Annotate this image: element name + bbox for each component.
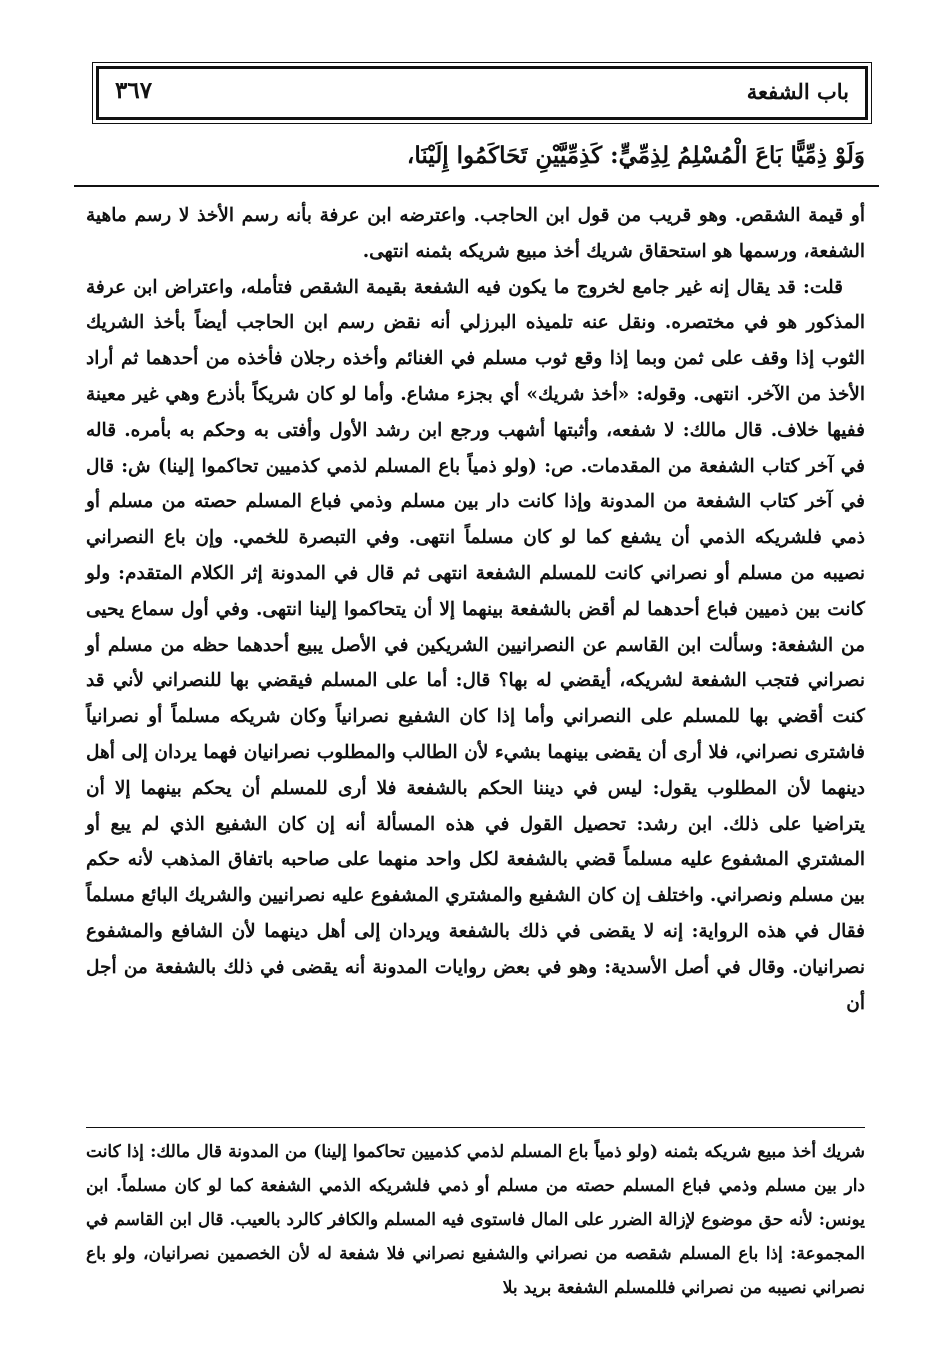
commentary-text bbox=[86, 198, 865, 1021]
footnote-divider bbox=[86, 1127, 865, 1128]
commentary-paragraph: قلت: قد يقال إنه غير جامع لخروج ما يكون فيه الشفعة بقيمة الشقص فتأمله، واعتراض ابن عرفة المذكور هو في مختصره. ونقل عنه تلميذه البرزلي أنه نقض رسم ابن الحاجب أيضاً بأخذ الشريك الثوب إذا وقف على ثمن وبما إذا وقع ثوب مسلم في الغنائم وأخذه رجلان فأخذه من أحدهما ثم أراد الأخذ من الآخر. انتهى. وقوله: «أخذ شريك» أي بجزء مشاع. وأما لو كان شريكاً بأذرع وهي غير معينة ففيها خلاف. قال مالك: لا شفعه، وأثبتها أشهب ورجع ابن رشد الأول وأفتى به وحكم به بأمره. قاله في آخر كتاب الشفعة من المقدمات. ص: (ولو ذمياً باع المسلم لذمي كذميين تحاكموا إلينا) ش: قال في آخر كتاب الشفعة من المدونة وإذا كانت دار بين مسلم وذمي فباع المسلم حصته من مسلم أو ذمي فلشريكه الذمي أن يشفع كما لو كان مسلماً انتهى. وفي التبصرة للخمي. وإن باع النصراني نصيبه من مسلم أو نصراني كانت للمسلم الشفعة انتهى ثم قال في المدونة إثر الكلام المتقدم: ولو كانت بين ذميين فباع أحدهما لم أقض بالشفعة بينهما إلا أن يتحاكموا إلينا انتهى. وفي أول سماع يحيى من الشفعة: وسألت ابن القاسم عن النصرانيين الشريكين في الأصل يبيع أحدهما حظه من مسلم أو نصراني فتجب الشفعة لشريكه، أيقضي له بها؟ قال: أما على المسلم فيقضي بها للنصراني لأني قد كنت أقضي بها للمسلم على النصراني وأما إذا كان الشفيع نصرانياً وكان شريكه مسلماً أو نصرانياً فاشترى نصراني، فلا أرى أن يقضى بينهما بشيء لأن الطالب والمطلوب نصرانيان فهما يردان إلى أهل دينهما لأن المطلوب يقول: ليس في ديننا الحكم بالشفعة فلا أرى للمسلم أن يحكم بينهما إلا أن يتراضيا على ذلك. ابن رشد: تحصيل القول في هذه المسألة أنه إن كان الشفيع الذي لم يبع أو المشتري المشفوع عليه مسلماً قضي بالشفعة لكل واحد منهما على صاحبه باتفاق المذهب لأنه حكم بين مسلم ونصراني. واختلف إن كان الشفيع والمشتري المشفوع عليه نصرانيين والشريك البائع مسلماً فقال في هذه الرواية: إنه لا يقضى في ذلك بالشفعة ويردان إلى أهل دينهما لأن الشافع والمشفوع نصرانيان. وقال في أصل الأسدية: وهو في بعض روايات المدونة أنه يقضى في ذلك بالشفعة من أجل أن bbox=[86, 276, 865, 1014]
running-header bbox=[96, 66, 868, 120]
matn-divider bbox=[74, 185, 879, 187]
commentary-paragraph: أو قيمة الشقص. وهو قريب من قول ابن الحاجب. واعترضه ابن عرفة بأنه رسم الأخذ لا رسم ماهية الشفعة، ورسمها هو استحقاق شريك أخذ مبيع شريكه بثمنه انتهى. bbox=[86, 205, 865, 262]
footnote-paragraph: شريك أخذ مبيع شريكه بثمنه (ولو ذمياً باع المسلم لذمي كذميين تحاكموا إلينا) من المدونة قال مالك: إذا كانت دار بين مسلم وذمي فباع المسلم حصته من مسلم أو ذمي فلشريكه الذمي الشفعة كما لو كان مسلماً. ابن يونس: لأنه حق موضوع لإزالة الضرر على المال فاستوى فيه المسلم والكافر كالرد بالعيب. قال ابن القاسم في المجموعة: إذا باع المسلم شقصه من نصراني والشفيع نصراني فلا شفعة له لأن الخصمين نصرانيان، ولو باع نصراني نصيبه من نصراني فللمسلم الشفعة بريد بلا bbox=[86, 1142, 865, 1298]
page-number: ٣٦٧ bbox=[115, 77, 153, 104]
footnote-text bbox=[86, 1135, 865, 1305]
chapter-title: باب الشفعة bbox=[746, 79, 849, 104]
matn-line: وَلَوْ ذِمِّيًّا بَاعَ الْمُسْلِمُ لِذِمِّيٍّ: كَذِمِّيَّيْنِ تَحَاكَمُوا إِلَيْنَا، bbox=[406, 142, 865, 169]
